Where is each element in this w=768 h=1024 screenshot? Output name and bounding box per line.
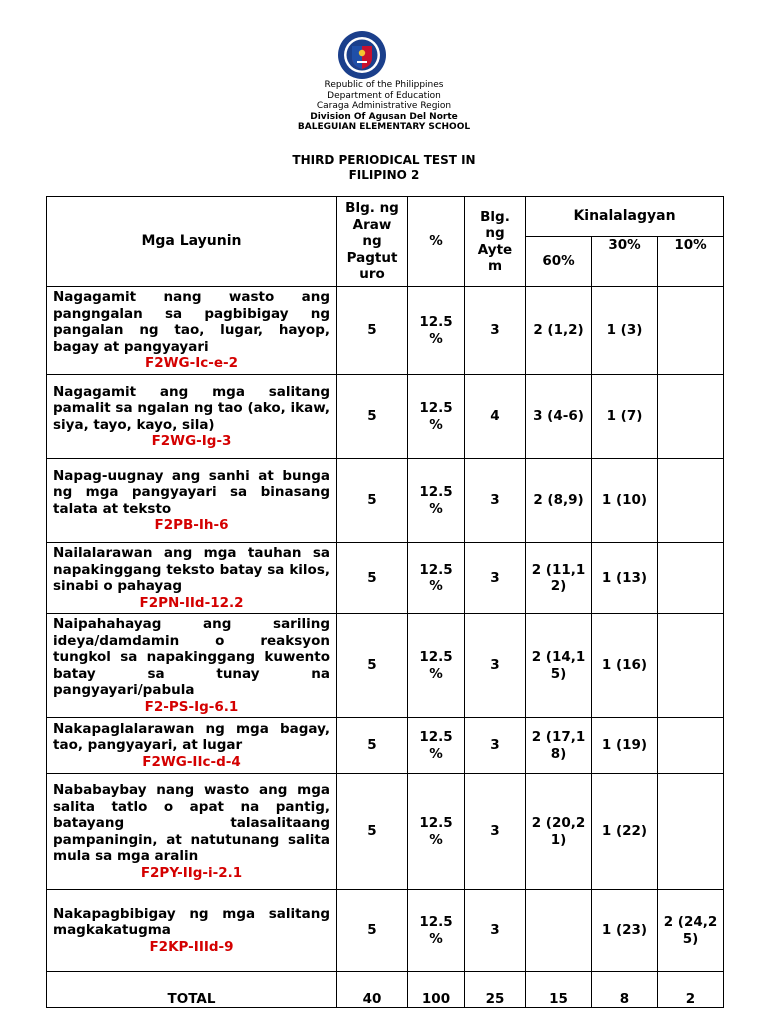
header-department: Department of Education — [327, 90, 441, 101]
days-cell: 5 — [337, 890, 408, 972]
placement-10-cell — [658, 287, 724, 375]
items-cell: 3 — [465, 774, 526, 890]
placement-60-cell: 3 (4-6) — [526, 375, 592, 459]
percent-cell: 12.5 % — [408, 614, 465, 718]
total-items: 25 — [465, 972, 526, 1008]
placement-30-cell: 1 (7) — [592, 375, 658, 459]
objective-text: Nagagamit nang wasto ang pangngalan sa pagbibigay ng pangalan ng tao, lugar, hayop, bagay at pangyayari — [53, 289, 330, 355]
table-of-specifications — [46, 196, 724, 1008]
days-cell: 5 — [337, 287, 408, 375]
percent-cell: 12.5 % — [408, 890, 465, 972]
competency-code: F2PN-IId-12.2 — [139, 594, 244, 611]
percent-cell: 12.5 % — [408, 375, 465, 459]
objective-text: Naipahahayag ang sariling ideya/damdamin o reaksyon tungkol sa napakinggang kuwento batay sa tunay na pangyayari/pabula — [53, 616, 330, 698]
table-row — [47, 459, 724, 543]
objective-text: Nababaybay nang wasto ang mga salita tatlo o apat na pantig, batayang talasalitaang pampaningin, at natutunang salita mula sa mga aralin — [53, 782, 330, 864]
document-title — [0, 153, 768, 183]
table-row — [47, 774, 724, 890]
objective-cell — [47, 614, 337, 718]
competency-code: F2KP-IIId-9 — [149, 938, 234, 955]
days-cell: 5 — [337, 543, 408, 614]
items-cell: 3 — [465, 718, 526, 774]
table-row — [47, 287, 724, 375]
placement-30-cell: 1 (23) — [592, 890, 658, 972]
placement-60-cell: 2 (20,2 1) — [526, 774, 592, 890]
placement-30-cell: 1 (3) — [592, 287, 658, 375]
total-row — [47, 972, 724, 1008]
placement-60-cell: 2 (17,1 8) — [526, 718, 592, 774]
objective-text: Nakapaglalarawan ng mga bagay, tao, pangyayari, at lugar — [53, 720, 330, 754]
total-percent: 100 — [408, 972, 465, 1008]
header-region: Caraga Administrative Region — [316, 101, 452, 111]
items-cell: 3 — [465, 890, 526, 972]
total-days: 40 — [337, 972, 408, 1008]
objective-cell — [47, 287, 337, 375]
col-header-days: Blg. ng Araw ng Pagtut uro — [337, 197, 408, 287]
table-row — [47, 375, 724, 459]
placement-10-cell — [658, 718, 724, 774]
total-label: TOTAL — [47, 972, 337, 1008]
placement-60-cell: 2 (8,9) — [526, 459, 592, 543]
title-line-2: FILIPINO 2 — [348, 168, 420, 182]
competency-code: F2PB-Ih-6 — [154, 517, 229, 533]
items-cell: 3 — [465, 543, 526, 614]
percent-cell: 12.5 % — [408, 459, 465, 543]
objective-cell — [47, 459, 337, 543]
placement-60-cell — [526, 890, 592, 972]
subheader-60: 60% — [526, 237, 592, 287]
items-cell: 3 — [465, 287, 526, 375]
subheader-30: 30% — [592, 237, 658, 287]
items-cell: 4 — [465, 375, 526, 459]
days-cell: 5 — [337, 774, 408, 890]
col-header-objectives: Mga Layunin — [47, 197, 337, 287]
placement-10-cell — [658, 774, 724, 890]
placement-10-cell — [658, 614, 724, 718]
total-60: 15 — [526, 972, 592, 1008]
total-30: 8 — [592, 972, 658, 1008]
table-row — [47, 614, 724, 718]
placement-10-cell — [658, 543, 724, 614]
days-cell: 5 — [337, 459, 408, 543]
days-cell: 5 — [337, 718, 408, 774]
competency-code: F2WG-Ic-e-2 — [145, 355, 238, 372]
placement-30-cell: 1 (19) — [592, 718, 658, 774]
table-row — [47, 890, 724, 972]
col-header-placement: Kinalalagyan — [526, 197, 724, 237]
objective-text: Nakapagbibigay ng mga salitang magkakatugma — [53, 905, 330, 939]
days-cell: 5 — [337, 375, 408, 459]
objective-text: Napag-uugnay ang sanhi at bunga ng mga pangyayari sa binasang talata at teksto — [53, 467, 330, 517]
table-row — [47, 718, 724, 774]
placement-10-cell: 2 (24,2 5) — [658, 890, 724, 972]
header-block — [0, 80, 768, 133]
items-cell: 3 — [465, 459, 526, 543]
objective-cell — [47, 774, 337, 890]
competency-code: F2PY-IIg-i-2.1 — [140, 864, 243, 881]
objective-cell — [47, 718, 337, 774]
placement-10-cell — [658, 375, 724, 459]
col-header-items: Blg. ng Ayte m — [465, 197, 526, 287]
competency-code: F2WG-IIc-d-4 — [142, 753, 241, 770]
total-10: 2 — [658, 972, 724, 1008]
col-header-percent: % — [408, 197, 465, 287]
competency-code: F2WG-Ig-3 — [151, 433, 232, 449]
placement-30-cell: 1 (10) — [592, 459, 658, 543]
objective-text: Nailalarawan ang mga tauhan sa napakinggang teksto batay sa kilos, sinabi o pahayag — [53, 545, 330, 594]
title-line-1: THIRD PERIODICAL TEST IN — [292, 153, 476, 167]
percent-cell: 12.5 % — [408, 543, 465, 614]
percent-cell: 12.5 % — [408, 774, 465, 890]
percent-cell: 12.5 % — [408, 287, 465, 375]
placement-30-cell: 1 (13) — [592, 543, 658, 614]
table-row — [47, 543, 724, 614]
objective-cell — [47, 890, 337, 972]
objective-cell — [47, 375, 337, 459]
objective-text: Nagagamit ang mga salitang pamalit sa ngalan ng tao (ako, ikaw, siya, tayo, kayo, sila) — [53, 383, 330, 433]
competency-code: F2-PS-Ig-6.1 — [144, 698, 239, 715]
percent-cell: 12.5 % — [408, 718, 465, 774]
placement-60-cell: 2 (1,2) — [526, 287, 592, 375]
placement-30-cell: 1 (22) — [592, 774, 658, 890]
header-division: Division Of Agusan Del Norte — [310, 111, 458, 122]
placement-60-cell: 2 (11,1 2) — [526, 543, 592, 614]
placement-60-cell: 2 (14,1 5) — [526, 614, 592, 718]
placement-30-cell: 1 (16) — [592, 614, 658, 718]
header-school: BALEGUIAN ELEMENTARY SCHOOL — [297, 122, 471, 132]
placement-10-cell — [658, 459, 724, 543]
deped-seal-logo — [337, 30, 387, 80]
header-republic: Republic of the Philippines — [324, 80, 444, 90]
items-cell: 3 — [465, 614, 526, 718]
subheader-10: 10% — [658, 237, 724, 287]
days-cell: 5 — [337, 614, 408, 718]
objective-cell — [47, 543, 337, 614]
